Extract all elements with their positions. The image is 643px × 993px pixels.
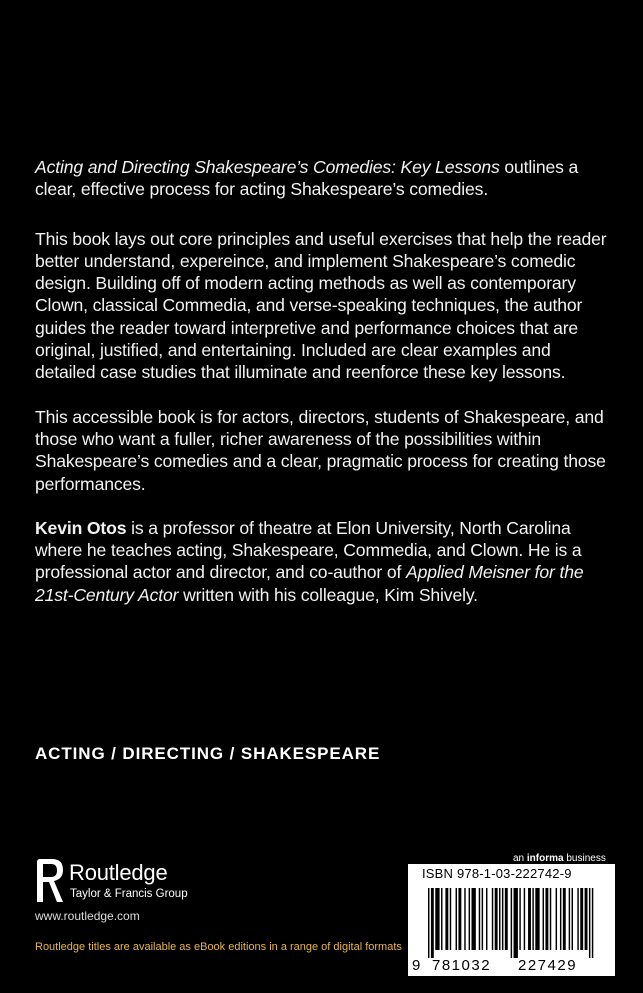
barcode-bar xyxy=(486,888,487,950)
barcode-graphic xyxy=(408,886,615,976)
barcode-bar xyxy=(502,888,503,950)
barcode-bar xyxy=(458,888,461,950)
informa-prefix: an xyxy=(513,853,527,864)
barcode-bar xyxy=(572,888,573,950)
barcode-bars xyxy=(428,888,593,958)
barcode-bar xyxy=(585,888,588,950)
blurb-intro-text: outlines a clear, effective process for acting Shakespeare’s comedies. xyxy=(35,157,579,200)
barcode-bar xyxy=(560,888,561,950)
barcode-bar xyxy=(577,888,578,950)
barcode-digit-lead: 9 xyxy=(412,957,421,974)
isbn-barcode xyxy=(408,864,615,976)
barcode-bar xyxy=(528,888,531,950)
back-cover-blurb xyxy=(35,156,610,628)
barcode-bar xyxy=(464,888,465,950)
publisher-group: Taylor & Francis Group xyxy=(70,888,188,900)
barcode-bar xyxy=(472,888,476,950)
barcode-digits-left: 781032 xyxy=(432,957,492,974)
isbn-label: ISBN 978-1-03-222742-9 xyxy=(422,866,572,881)
barcode-bar xyxy=(450,888,451,950)
author-bio-text-2: written with his colleague, Kim Shively. xyxy=(178,584,478,605)
barcode-bar xyxy=(550,888,551,950)
informa-business-tag xyxy=(513,853,606,864)
barcode-bar xyxy=(482,888,483,950)
barcode-bar xyxy=(431,888,434,958)
barcode-bar xyxy=(456,888,457,950)
barcode-digits-right: 227429 xyxy=(518,957,578,974)
barcode-bar xyxy=(580,888,583,950)
barcode-bar xyxy=(469,888,470,950)
barcode-bar xyxy=(589,888,590,958)
barcode-bar xyxy=(563,888,566,950)
barcode-bar xyxy=(505,888,508,950)
barcode-bar xyxy=(532,888,533,950)
barcode-bar xyxy=(592,888,593,958)
barcode-bar xyxy=(535,888,539,950)
barcode-bar xyxy=(428,888,429,958)
barcode-bar xyxy=(435,888,439,950)
barcode-bar xyxy=(479,888,480,950)
blurb-intro xyxy=(35,156,610,201)
routledge-logo xyxy=(35,858,235,906)
publisher-website[interactable]: www.routledge.com xyxy=(35,909,140,923)
barcode-bar xyxy=(519,888,520,950)
blurb-description: This book lays out core principles and useful exercises that help the reader better understand, expereince, and implement Shakespeare’s comedic design. Building off of modern acting methods as well as contemporary Clown, classical Commedia, and verse-speaking techniques, the author guides the reader toward interpretive and performance choices that are original, justified, and entertaining. Included are clear examples and detailed case studies that illuminate and reenforce these key lessons. xyxy=(35,228,607,383)
informa-suffix: business xyxy=(563,853,606,864)
author-name: Kevin Otos xyxy=(35,517,127,538)
barcode-bar xyxy=(514,888,518,958)
publisher-name: Routledge xyxy=(69,860,168,885)
blurb-audience: This accessible book is for actors, directors, students of Shakespeare, and those who want a fuller, richer awareness of the possibilities within Shakespeare’s comedies and a clear, pragmatic process for creating those performances. xyxy=(35,406,606,494)
ebook-availability-note: Routledge titles are available as eBook editions in a range of digital formats xyxy=(35,941,402,953)
author-bio xyxy=(35,517,610,606)
barcode-bar xyxy=(545,888,548,950)
subject-categories: ACTING / DIRECTING / SHAKESPEARE xyxy=(35,744,381,763)
barcode-bar xyxy=(445,888,448,950)
barcode-bar xyxy=(499,888,500,950)
barcode-bar xyxy=(556,888,557,950)
barcode-bar xyxy=(569,888,570,950)
barcode-bar xyxy=(511,888,512,958)
barcode-bar xyxy=(543,888,544,950)
author-bio-text-1: is a professor of theatre at Elon University, North Carolina where he teaches acting, Shakespeare, Commedia, and Clown. He is a professional actor and director, and co-author of xyxy=(35,517,582,583)
barcode-bar xyxy=(492,888,493,950)
barcode-bar xyxy=(524,888,525,950)
author-other-book: Applied Meisner for the 21st-Century Actor xyxy=(35,562,584,605)
barcode-bar xyxy=(495,888,498,950)
book-title-italic: Acting and Directing Shakespeare’s Comedies: Key Lessons xyxy=(35,157,500,177)
routledge-r-icon xyxy=(35,858,65,904)
barcode-bar xyxy=(441,888,442,950)
informa-word: informa xyxy=(526,853,564,864)
